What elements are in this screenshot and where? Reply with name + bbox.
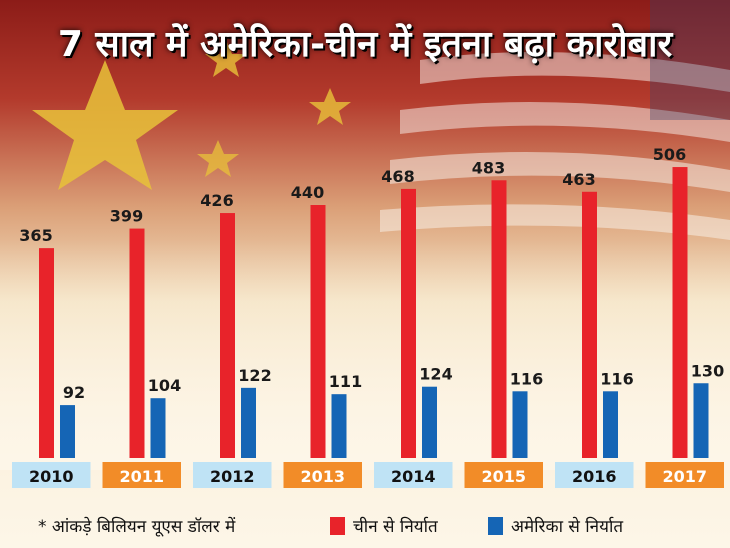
bar-us (332, 394, 347, 458)
data-label-china: 426 (200, 191, 234, 211)
bar-us (241, 388, 256, 458)
year-label: 2013 (300, 467, 346, 486)
data-label-china: 365 (19, 226, 53, 246)
bar-us (422, 387, 437, 458)
data-label-us: 116 (509, 369, 544, 389)
legend-label-china: चीन से निर्यात (353, 517, 438, 537)
year-label: 2014 (390, 467, 436, 486)
bar-china (673, 167, 688, 458)
bar-us (603, 391, 618, 458)
bar-china (220, 213, 235, 458)
bar-china (311, 205, 326, 458)
bar-china (492, 180, 507, 458)
data-label-china: 468 (381, 166, 415, 186)
data-label-china: 463 (562, 169, 596, 189)
bar-us (60, 405, 75, 458)
unit-note: * आंकड़े बिलियन यूएस डॉलर में (38, 517, 236, 537)
legend (0, 512, 730, 542)
legend-item-us (488, 514, 623, 537)
year-label: 2010 (28, 467, 74, 486)
year-label: 2016 (571, 467, 617, 486)
data-label-us: 111 (328, 372, 363, 392)
bar-china (130, 229, 145, 458)
bar-china (582, 192, 597, 458)
bar-china (401, 189, 416, 458)
bar-us (151, 398, 166, 458)
bar-us (694, 383, 709, 458)
legend-swatch-china (330, 517, 345, 535)
data-label-us: 92 (62, 383, 86, 403)
page-title: 7 साल में अमेरिका-चीन में इतना बढ़ा कारोबार (57, 24, 673, 65)
bar-china (39, 248, 54, 458)
year-label: 2015 (481, 467, 527, 486)
data-label-us: 116 (600, 369, 634, 389)
data-label-us: 122 (238, 365, 272, 385)
data-label-china: 506 (652, 145, 687, 165)
year-label: 2017 (662, 467, 708, 486)
data-label-china: 399 (109, 206, 144, 226)
year-label: 2011 (119, 467, 165, 486)
data-label-us: 130 (690, 361, 725, 381)
data-label-us: 124 (419, 364, 453, 384)
data-label-us: 104 (147, 376, 182, 396)
legend-item-china (330, 514, 438, 537)
legend-label-us: अमेरिका से निर्यात (511, 517, 624, 537)
legend-swatch-us (488, 517, 503, 535)
year-label: 2012 (209, 467, 255, 486)
data-label-china: 440 (290, 183, 325, 202)
bar-us (513, 391, 528, 458)
data-label-china: 483 (471, 158, 506, 178)
